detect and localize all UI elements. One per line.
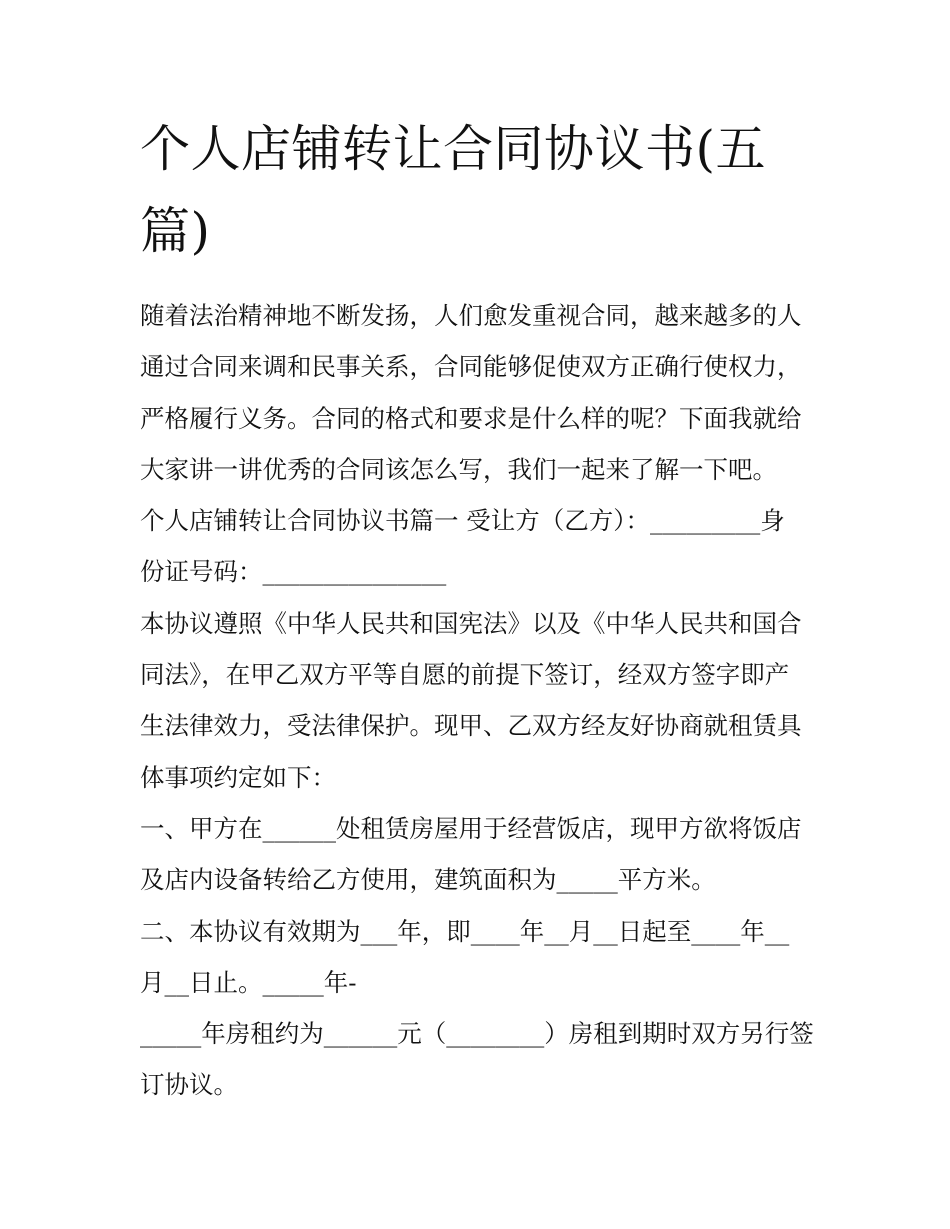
document-page (140, 108, 812, 1111)
intro-paragraph (140, 290, 812, 495)
title-line: 个人店铺转让合同协议书(五 (140, 120, 767, 178)
text-line: 大家讲一讲优秀的合同该怎么写，我们一起来了解一下吧。 (140, 454, 777, 484)
text-line: 随着法治精神地不断发扬，人们愈发重视合同，越来越多的人 (140, 301, 802, 330)
text-line: 同法》，在甲乙双方平等自愿的前提下签订，经双方签字即产 (140, 660, 790, 690)
text-line: _____年房租约为______元（________）房租到期时双方另行签 (140, 1019, 814, 1049)
clause-two-paragraph (140, 906, 812, 1009)
text-line: 严格履行义务。合同的格式和要求是什么样的呢？下面我就给 (140, 403, 802, 433)
text-line: 订协议。 (140, 1070, 238, 1100)
text-line: 体事项约定如下： (140, 762, 336, 792)
text-line: 一、甲方在______处租赁房屋用于经营饭店，现甲方欲将饭店 (140, 813, 802, 843)
text-line: 本协议遵照《中华人民共和国宪法》以及《中华人民共和国合 (140, 608, 802, 638)
section-heading-paragraph (140, 495, 812, 598)
document-title (140, 108, 812, 272)
legal-basis-paragraph (140, 598, 812, 803)
title-line: 篇) (140, 202, 211, 260)
text-line: 通过合同来调和民事关系，合同能够促使双方正确行使权力， (140, 352, 802, 382)
text-line: 生法律效力，受法律保护。现甲、乙双方经友好协商就租赁具 (140, 711, 802, 741)
text-line: 月__日止。_____年- (140, 967, 357, 997)
text-line: 及店内设备转给乙方使用，建筑面积为_____平方米。 (140, 865, 716, 895)
text-line: 份证号码：_______________ (140, 557, 447, 587)
text-line: 个人店铺转让合同协议书篇一 受让方（乙方）：_________身 (140, 506, 785, 536)
text-line: 二、本协议有效期为___年，即____年__月__日起至____年__ (140, 916, 790, 946)
rent-paragraph (140, 1008, 812, 1111)
clause-one-paragraph (140, 803, 812, 906)
